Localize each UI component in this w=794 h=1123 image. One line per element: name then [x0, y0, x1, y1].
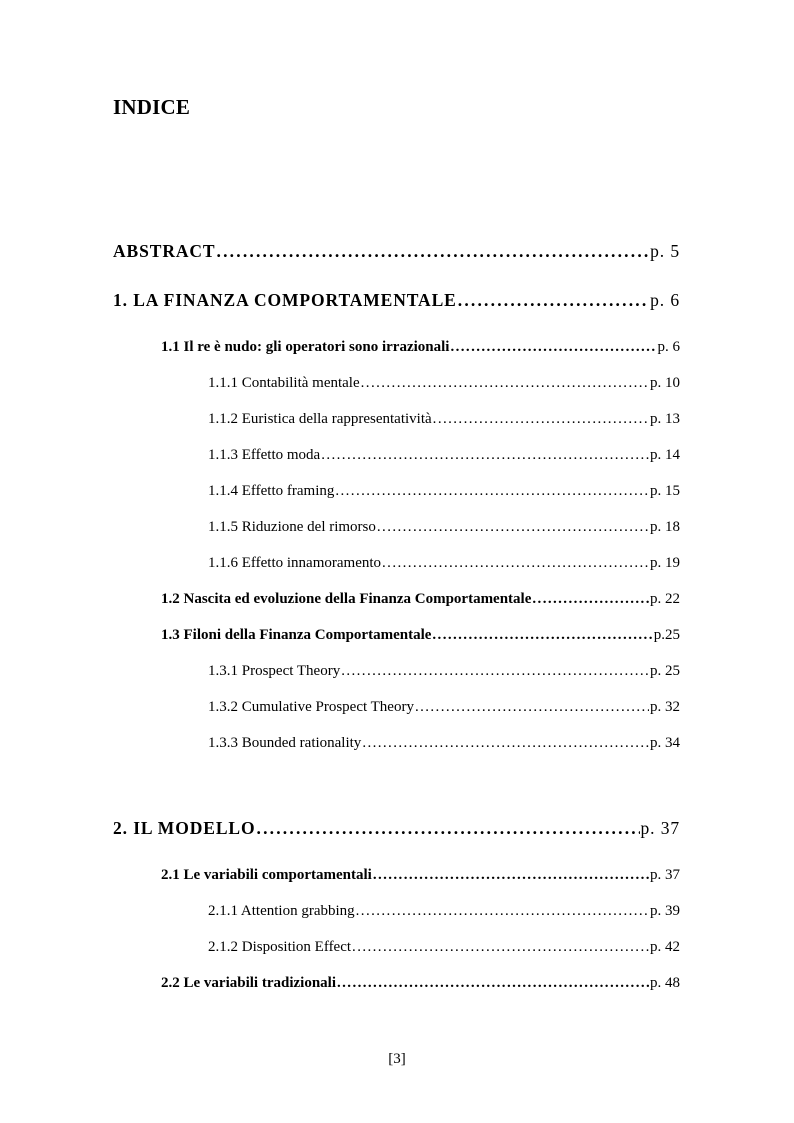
- toc-entry-page: p. 37: [640, 818, 680, 838]
- toc-entry-section-1-1[interactable]: [161, 339, 680, 356]
- toc-entry-chapter-2[interactable]: [113, 818, 680, 839]
- toc-entry-label: ABSTRACT: [113, 241, 216, 261]
- toc-entry-subsection-1-1-5[interactable]: [208, 519, 680, 536]
- toc-entry-subsection-1-1-4[interactable]: [208, 483, 680, 500]
- dot-leader: [321, 447, 649, 464]
- dot-leader: [341, 663, 649, 680]
- toc-entry-subsection-1-3-3[interactable]: [208, 735, 680, 752]
- toc-entry-page: p. 5: [650, 241, 680, 261]
- dot-leader: [415, 699, 649, 716]
- toc-entry-label: 1.3.3 Bounded rationality: [208, 735, 362, 751]
- dot-leader: [432, 627, 652, 644]
- page-title: INDICE: [113, 95, 191, 119]
- toc-entry-subsection-1-3-2[interactable]: [208, 699, 680, 716]
- dot-leader: [532, 591, 649, 608]
- toc-entry-subsection-1-1-3[interactable]: [208, 447, 680, 464]
- toc-entry-page: p. 6: [650, 290, 680, 310]
- toc-entry-label: 2.1.1 Attention grabbing: [208, 903, 355, 919]
- toc-entry-section-2-2[interactable]: [161, 975, 680, 992]
- dot-leader: [433, 411, 649, 428]
- toc-entry-subsection-2-1-1[interactable]: [208, 903, 680, 920]
- toc-entry-label: 2.1 Le variabili comportamentali: [161, 867, 372, 883]
- toc-entry-page: p. 37: [650, 867, 680, 883]
- dot-leader: [362, 735, 649, 752]
- toc-entry-subsection-1-1-6[interactable]: [208, 555, 680, 572]
- toc-entry-page: p. 25: [650, 663, 680, 679]
- toc-entry-subsection-1-1-1[interactable]: [208, 375, 680, 392]
- toc-entry-page: p. 48: [650, 975, 680, 991]
- dot-leader: [361, 375, 649, 392]
- toc-entry-page: p. 42: [650, 939, 680, 955]
- toc-entry-page: p. 15: [650, 483, 680, 499]
- toc-entry-label: 1.1.1 Contabilità mentale: [208, 375, 360, 391]
- toc-entry-page: p. 19: [650, 555, 680, 571]
- dot-leader: [356, 903, 649, 920]
- toc-entry-label: 2.1.2 Disposition Effect: [208, 939, 352, 955]
- toc-entry-label: 1.3 Filoni della Finanza Comportamentale: [161, 627, 432, 643]
- dot-leader: [377, 519, 649, 536]
- toc-entry-subsection-1-1-2[interactable]: [208, 411, 680, 428]
- toc-entry-page: p. 32: [650, 699, 680, 715]
- toc-entry-section-1-2[interactable]: [161, 591, 680, 608]
- toc-entry-label: 1.1.2 Euristica della rappresentatività: [208, 411, 432, 427]
- dot-leader: [337, 975, 649, 992]
- dot-leader: [373, 867, 649, 884]
- toc-entry-page: p. 13: [650, 411, 680, 427]
- toc-entry-label: 1.1.4 Effetto framing: [208, 483, 335, 499]
- toc-entry-page: p. 18: [650, 519, 680, 535]
- toc-entry-page: p. 34: [650, 735, 680, 751]
- toc-entry-subsection-1-3-1[interactable]: [208, 663, 680, 680]
- dot-leader: [335, 483, 649, 500]
- toc-entry-label: 1.1.5 Riduzione del rimorso: [208, 519, 376, 535]
- toc-entry-page: p. 14: [650, 447, 680, 463]
- toc-entry-chapter-1[interactable]: [113, 290, 680, 311]
- toc-entry-label: 1. LA FINANZA COMPORTAMENTALE: [113, 290, 457, 310]
- toc-entry-abstract[interactable]: [113, 241, 680, 262]
- dot-leader: [217, 241, 650, 262]
- toc-entry-label: 1.3.1 Prospect Theory: [208, 663, 341, 679]
- dot-leader: [352, 939, 649, 956]
- toc-entry-label: 1.1.6 Effetto innamoramento: [208, 555, 382, 571]
- toc-entry-label: 1.3.2 Cumulative Prospect Theory: [208, 699, 414, 715]
- toc-entry-label: 2. IL MODELLO: [113, 818, 256, 838]
- toc-entry-label: 1.1 Il re è nudo: gli operatori sono irrazionali: [161, 339, 450, 355]
- toc-entry-section-2-1[interactable]: [161, 867, 680, 884]
- toc-entry-section-1-3[interactable]: [161, 627, 680, 644]
- toc-entry-label: 2.2 Le variabili tradizionali: [161, 975, 336, 991]
- dot-leader: [458, 290, 649, 311]
- toc-entry-page: p. 6: [657, 339, 680, 355]
- dot-leader: [257, 818, 640, 839]
- page-number: [3]: [388, 1051, 406, 1067]
- dot-leader: [382, 555, 649, 572]
- toc-entry-label: 1.2 Nascita ed evoluzione della Finanza Comportamentale: [161, 591, 532, 607]
- toc-entry-page: p. 39: [650, 903, 680, 919]
- toc-entry-page: p. 22: [650, 591, 680, 607]
- toc-entry-page: p. 10: [650, 375, 680, 391]
- toc-entry-subsection-2-1-2[interactable]: [208, 939, 680, 956]
- toc-entry-label: 1.1.3 Effetto moda: [208, 447, 321, 463]
- dot-leader: [450, 339, 656, 356]
- toc-entry-page: p.25: [653, 627, 680, 643]
